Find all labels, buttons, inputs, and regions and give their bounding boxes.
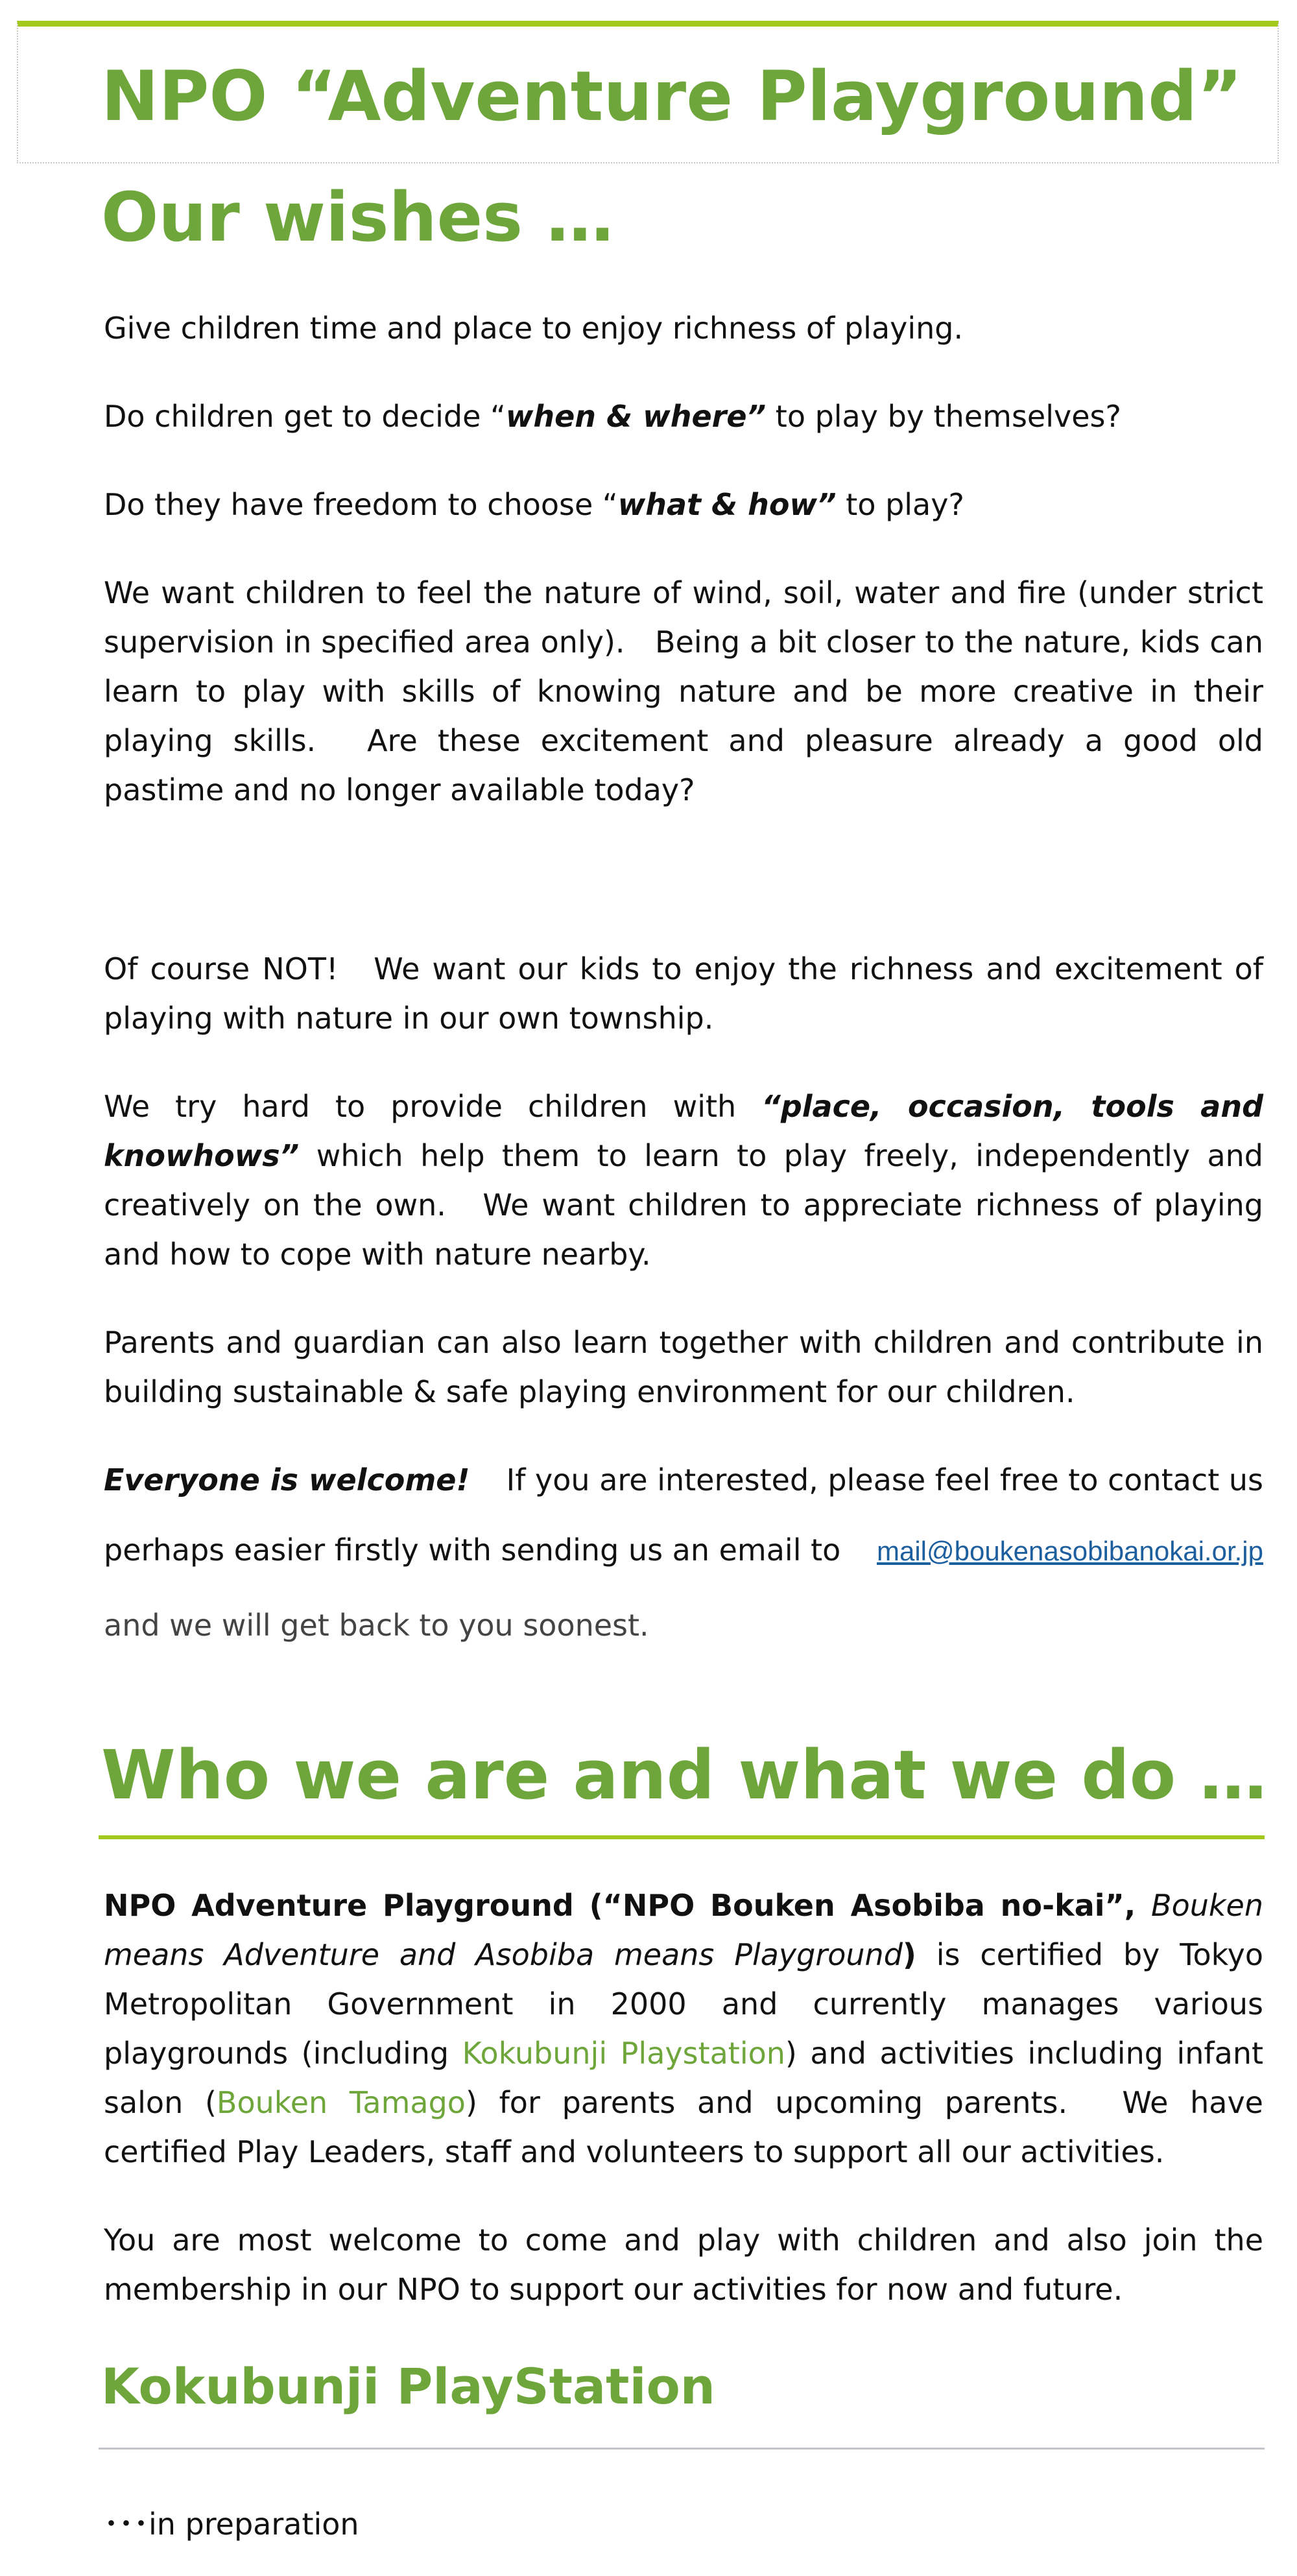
wishes-paragraph-closing [104, 1601, 1263, 1650]
wishes-email-line [104, 1525, 1263, 1576]
wishes-paragraph-6 [104, 1082, 1263, 1279]
contact-email-link[interactable]: mail@boukenasobibanokai.or.jp [876, 1536, 1263, 1566]
heading-kokubunji-playstation: Kokubunji PlayStation [101, 2357, 715, 2415]
welcome-emphasis: Everyone is welcome! [104, 1462, 470, 1497]
wishes-p6-text-end: which help them to learn to play freely, independently and creatively on the own. We want children to appreciate richness of playing and how to cope with nature nearby. [104, 1138, 1263, 1272]
who-paragraph-1 [104, 1881, 1263, 2176]
wishes-p3-text: Do they have freedom to choose “ [104, 487, 618, 522]
wishes-p3-emphasis: what & how” [617, 487, 837, 522]
wishes-paragraph-1 [104, 304, 1263, 353]
bouken-tamago-link[interactable]: Bouken Tamago [216, 2085, 466, 2120]
wishes-p3-text-end: to play? [836, 487, 964, 522]
who-p1-text-2: ) and activities including infant salon ( [104, 2036, 1264, 2120]
wishes-p6-text: We try hard to provide children with [104, 1089, 762, 1124]
kokubunji-playstation-link[interactable]: Kokubunji Playstation [462, 2036, 785, 2071]
subsection-divider [99, 2448, 1265, 2450]
heading-who-we-are: Who we are and what we do … [101, 1735, 1267, 1815]
wishes-p2-text-end: to play by themselves? [766, 399, 1121, 434]
wishes-p6-emphasis: “place, occasion, tools and knowhows” [104, 1089, 1264, 1173]
who-paragraph-2 [104, 2215, 1263, 2314]
who-p1-text: is certified by Tokyo Metropolitan Government in 2000 and currently manages various playgrounds (including [104, 1937, 1263, 2071]
wishes-paragraph-4 [104, 568, 1263, 815]
in-preparation-text: ･･･in preparation [104, 2507, 359, 2542]
wishes-p1-text: Give children time and place to enjoy richness of playing. [104, 311, 964, 346]
wishes-p4-text: We want children to feel the nature of wind, soil, water and fire (under strict supervision in specified area only). Being a bit closer to the nature, kids can learn to play with skills of knowing nature and be more creative in their playing skills. Are these excitement and pleasure already a good old pastime and no longer available today? [104, 575, 1263, 807]
kokubunji-status [104, 2499, 1263, 2549]
section-divider [99, 1835, 1265, 1839]
who-p1-bold-close: ) [902, 1937, 916, 1972]
who-p2-text: You are most welcome to come and play with children and also join the membership in our NPO to support our activities for now and future. [104, 2223, 1263, 2307]
wishes-welcome-line [104, 1455, 1263, 1505]
wishes-p2-emphasis: when & where” [505, 399, 767, 434]
heading-our-wishes: Our wishes … [101, 178, 614, 257]
who-p1-bold: NPO Adventure Playground (“NPO Bouken Asobiba no-kai”, [104, 1888, 1152, 1923]
wishes-p7-text: Parents and guardian can also learn together with children and contribute in building sustainable & safe playing environment for our children. [104, 1325, 1263, 1409]
site-title: NPO “Adventure Playground” [101, 56, 1243, 136]
wishes-p5-text: Of course NOT! We want our kids to enjoy the richness and excitement of playing with nature in our own township. [104, 951, 1263, 1036]
wishes-paragraph-5 [104, 944, 1263, 1043]
wishes-paragraph-3 [104, 480, 1263, 529]
wishes-paragraph-2 [104, 392, 1263, 441]
email-lead-text: perhaps easier firstly with sending us an email to [104, 1532, 841, 1568]
closing-text: and we will get back to you soonest. [104, 1608, 649, 1643]
welcome-text: If you are interested, please feel free to contact us [476, 1462, 1263, 1497]
wishes-p2-text: Do children get to decide “ [104, 399, 506, 434]
wishes-paragraph-7 [104, 1318, 1263, 1416]
who-p1-text-end: ) for parents and upcoming parents. We have certified Play Leaders, staff and volunteers to support all our activities. [104, 2085, 1263, 2169]
who-p1-italic: Bouken means Adventure and Asobiba means Playground [104, 1888, 1263, 1972]
